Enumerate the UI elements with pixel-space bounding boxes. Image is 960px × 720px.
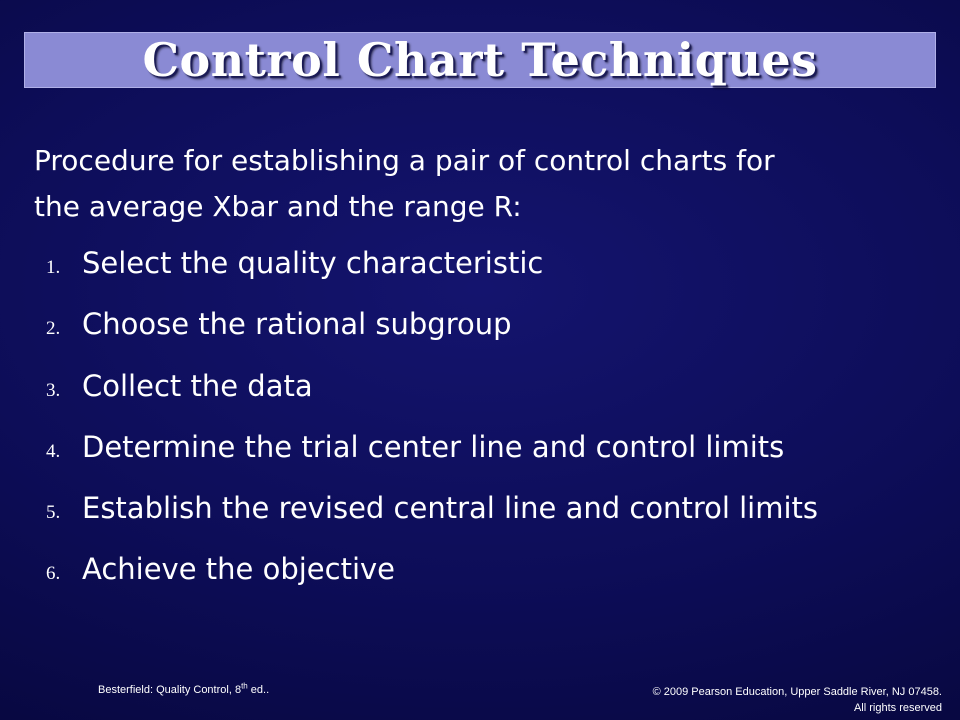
slide-title: Control Chart Techniques	[142, 33, 818, 87]
step-text: Achieve the objective	[82, 552, 396, 587]
intro-paragraph	[34, 138, 934, 230]
list-item	[46, 552, 946, 613]
step-text: Determine the trial center line and control limits	[82, 429, 785, 464]
intro-line-1: Procedure for establishing a pair of control charts for	[34, 144, 775, 177]
copyright-line-2: All rights reserved	[853, 702, 942, 714]
list-item	[46, 430, 946, 491]
footer-citation-suffix: ed..	[247, 684, 270, 696]
list-item	[46, 307, 946, 368]
intro-line-2: the average Xbar and the range R:	[34, 190, 522, 223]
title-bar	[24, 32, 936, 88]
footer-citation-text: Besterfield: Quality Control, 8	[98, 684, 242, 696]
procedure-steps-list	[46, 246, 946, 614]
list-item	[46, 246, 946, 307]
step-number: 6.	[46, 563, 61, 585]
copyright-line-1: © 2009 Pearson Education, Upper Saddle River, NJ 07458.	[652, 686, 942, 698]
footer-citation	[98, 681, 270, 696]
step-number: 5.	[46, 502, 61, 524]
list-item	[46, 491, 946, 552]
footer-copyright	[653, 684, 942, 716]
list-item	[46, 369, 946, 430]
step-text: Establish the revised central line and control limits	[82, 491, 819, 526]
step-number: 3.	[46, 379, 61, 401]
step-text: Select the quality characteristic	[82, 246, 544, 280]
step-number: 1.	[46, 257, 61, 278]
step-text: Collect the data	[82, 368, 313, 403]
footer-edition-superscript: th	[241, 681, 248, 691]
step-text: Choose the rational subgroup	[82, 307, 512, 342]
step-number: 2.	[46, 318, 61, 340]
step-number: 4.	[46, 440, 61, 462]
